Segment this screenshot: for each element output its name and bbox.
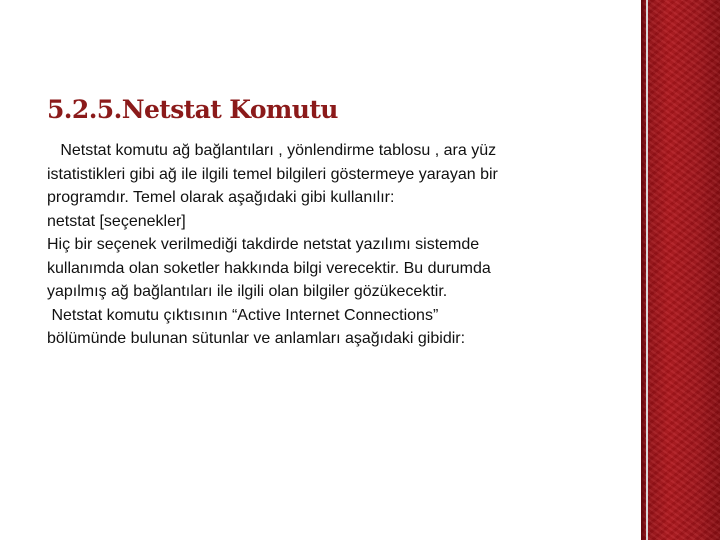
body-line: kullanımda olan soketler hakkında bilgi verecektir. Bu durumda (47, 259, 491, 277)
decorative-stripe (646, 0, 648, 540)
body-line: Hiç bir seçenek verilmediği takdirde netstat yazılımı sistemde (47, 236, 480, 253)
body-line: Netstat komutu ağ bağlantıları , yönlendirme tablosu , ara yüz (47, 142, 497, 159)
body-line: yapılmış ağ bağlantıları ile ilgili olan bilgiler gözükecektir. (47, 283, 448, 300)
body-line: bölümünde bulunan sütunlar ve anlamları aşağıdaki gibidir: (47, 330, 466, 347)
body-line: Netstat komutu çıktısının “Active Internet Connections” (47, 306, 439, 324)
slide-body (47, 139, 637, 351)
body-line: istatistikleri gibi ağ ile ilgili temel bilgileri göstermeye yarayan bir (47, 165, 498, 183)
command-syntax-line: netstat [seçenekler] (47, 212, 186, 230)
slide-title: 5.2.5.Netstat Komutu (47, 95, 338, 124)
decorative-red-band (641, 0, 720, 540)
body-line: programdır. Temel olarak aşağıdaki gibi kullanılır: (47, 189, 395, 206)
